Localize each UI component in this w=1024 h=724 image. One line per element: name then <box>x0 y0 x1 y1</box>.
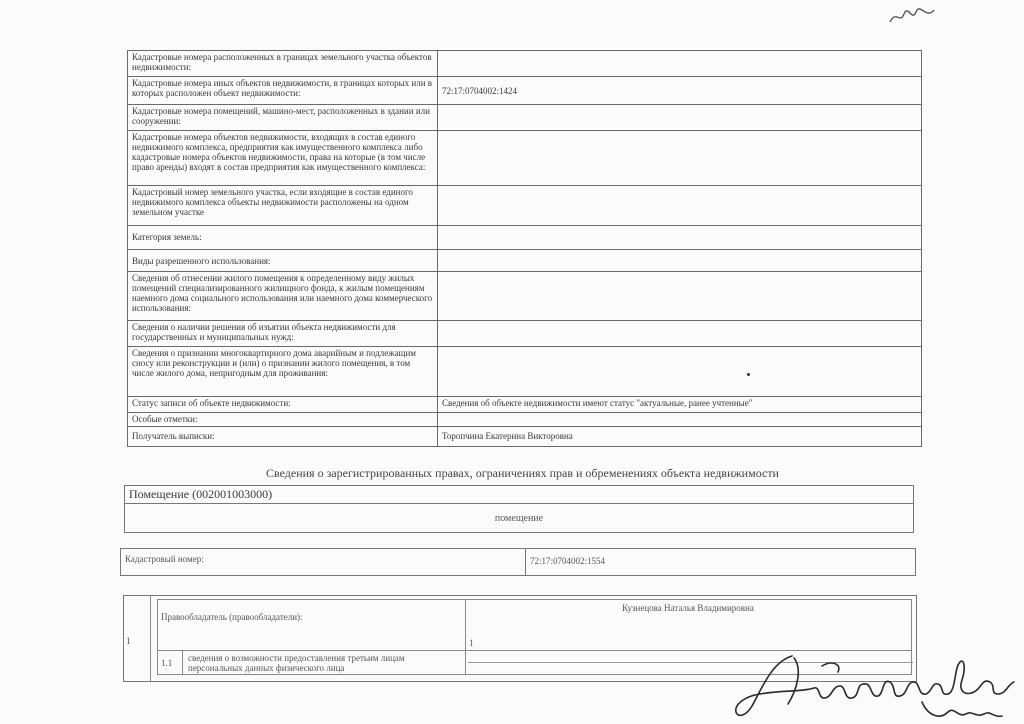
cadastral-number-box <box>120 548 916 576</box>
row-value <box>438 272 922 321</box>
row-label: Сведения о наличии решения об изъятии объекта недвижимости для государственных и муниципальных нужд: <box>128 321 438 347</box>
table-row <box>128 186 922 226</box>
table-row <box>128 427 922 447</box>
personal-data-label: сведения о возможности предоставления третьим лицам персональных данных физического лица <box>188 653 405 673</box>
rights-section-title: Сведения о зарегистрированных правах, ограничениях прав и обременениях объекта недвижимости <box>266 466 779 480</box>
row-label: Кадастровые номера объектов недвижимости, входящих в состав единого недвижимого комплекса, предприятия как имущественного комплекса либо кадастровые номера объектов недвижимости, права на которые (в том числе право аренды) входят в состав предприятия как имущественного комплекса: <box>128 131 438 186</box>
row-label: Кадастровый номер земельного участка, если входящие в состав единого недвижимого комплекса объекты недвижимости расположены на одном земельном участке <box>128 186 438 226</box>
row-value <box>438 347 922 397</box>
row-value <box>438 321 922 347</box>
row-label: Статус записи об объекте недвижимости: <box>128 397 438 413</box>
row-value <box>438 105 922 131</box>
row-label: Особые отметки: <box>128 413 438 427</box>
handwritten-mark <box>888 4 936 28</box>
owners-row-number: 1 <box>126 636 131 646</box>
table-row <box>128 413 922 427</box>
property-type-header: Помещение (002001003000) <box>125 486 913 504</box>
row-value: 72:17:0704002:1424 <box>438 77 922 105</box>
row-value <box>438 413 922 427</box>
table-row <box>128 250 922 272</box>
stray-dot <box>747 373 750 376</box>
row-value <box>438 51 922 77</box>
handwritten-signature <box>732 648 1022 724</box>
personal-data-number: 1.1 <box>161 658 173 668</box>
column-divider <box>465 600 466 675</box>
row-label: Категория земель: <box>128 226 438 250</box>
row-label: Сведения о признании многоквартирного дома аварийным и подлежащим сносу или реконструкции и (или) о признании жилого помещения, в том числе жилого дома, непригодным для проживания: <box>128 347 438 397</box>
table-row <box>128 321 922 347</box>
table-row <box>128 105 922 131</box>
owner-label: Правообладатель (правообладатели): <box>161 612 303 622</box>
row-value: Сведения об объекте недвижимости имеют статус "актуальные, ранее учтенные" <box>438 397 922 413</box>
row-value <box>438 186 922 226</box>
row-value: Торопчина Екатерина Викторовна <box>438 427 922 447</box>
property-type-box <box>124 485 914 533</box>
row-label: Кадастровые номера помещений, машино-мест, расположенных в здании или сооружении: <box>128 105 438 131</box>
owner-name: Кузнецова Наталья Владимировна <box>622 603 754 613</box>
row-label: Виды разрешенного использования: <box>128 250 438 272</box>
row-label: Кадастровые номера расположенных в границах земельного участка объектов недвижимости: <box>128 51 438 77</box>
row-value <box>438 131 922 186</box>
row-value <box>438 226 922 250</box>
table-row <box>128 347 922 397</box>
table-row <box>128 51 922 77</box>
column-divider <box>182 650 183 675</box>
row-label: Получатель выписки: <box>128 427 438 447</box>
table-row <box>128 131 922 186</box>
cadastral-number-value: 72:17:0704002:1554 <box>530 556 606 566</box>
table-row <box>128 226 922 250</box>
row-label: Сведения об отнесении жилого помещения к определенному виду жилых помещений специализированного жилищного фонда, к жилым помещениям наемного дома социального использования или наемного дома коммерческого использования: <box>128 272 438 321</box>
table-row <box>128 77 922 105</box>
table-row <box>128 397 922 413</box>
owners-row-number-cell <box>124 596 151 681</box>
object-details-table <box>127 50 922 447</box>
row-value <box>438 250 922 272</box>
row-label: Кадастровые номера иных объектов недвижимости, в границах которых или в которых расположен объект недвижимости: <box>128 77 438 105</box>
cadastral-number-label: Кадастровый номер: <box>121 549 526 575</box>
table-row <box>128 272 922 321</box>
property-type-value: помещение <box>494 513 544 524</box>
owner-sub-index: 1 <box>469 638 474 648</box>
